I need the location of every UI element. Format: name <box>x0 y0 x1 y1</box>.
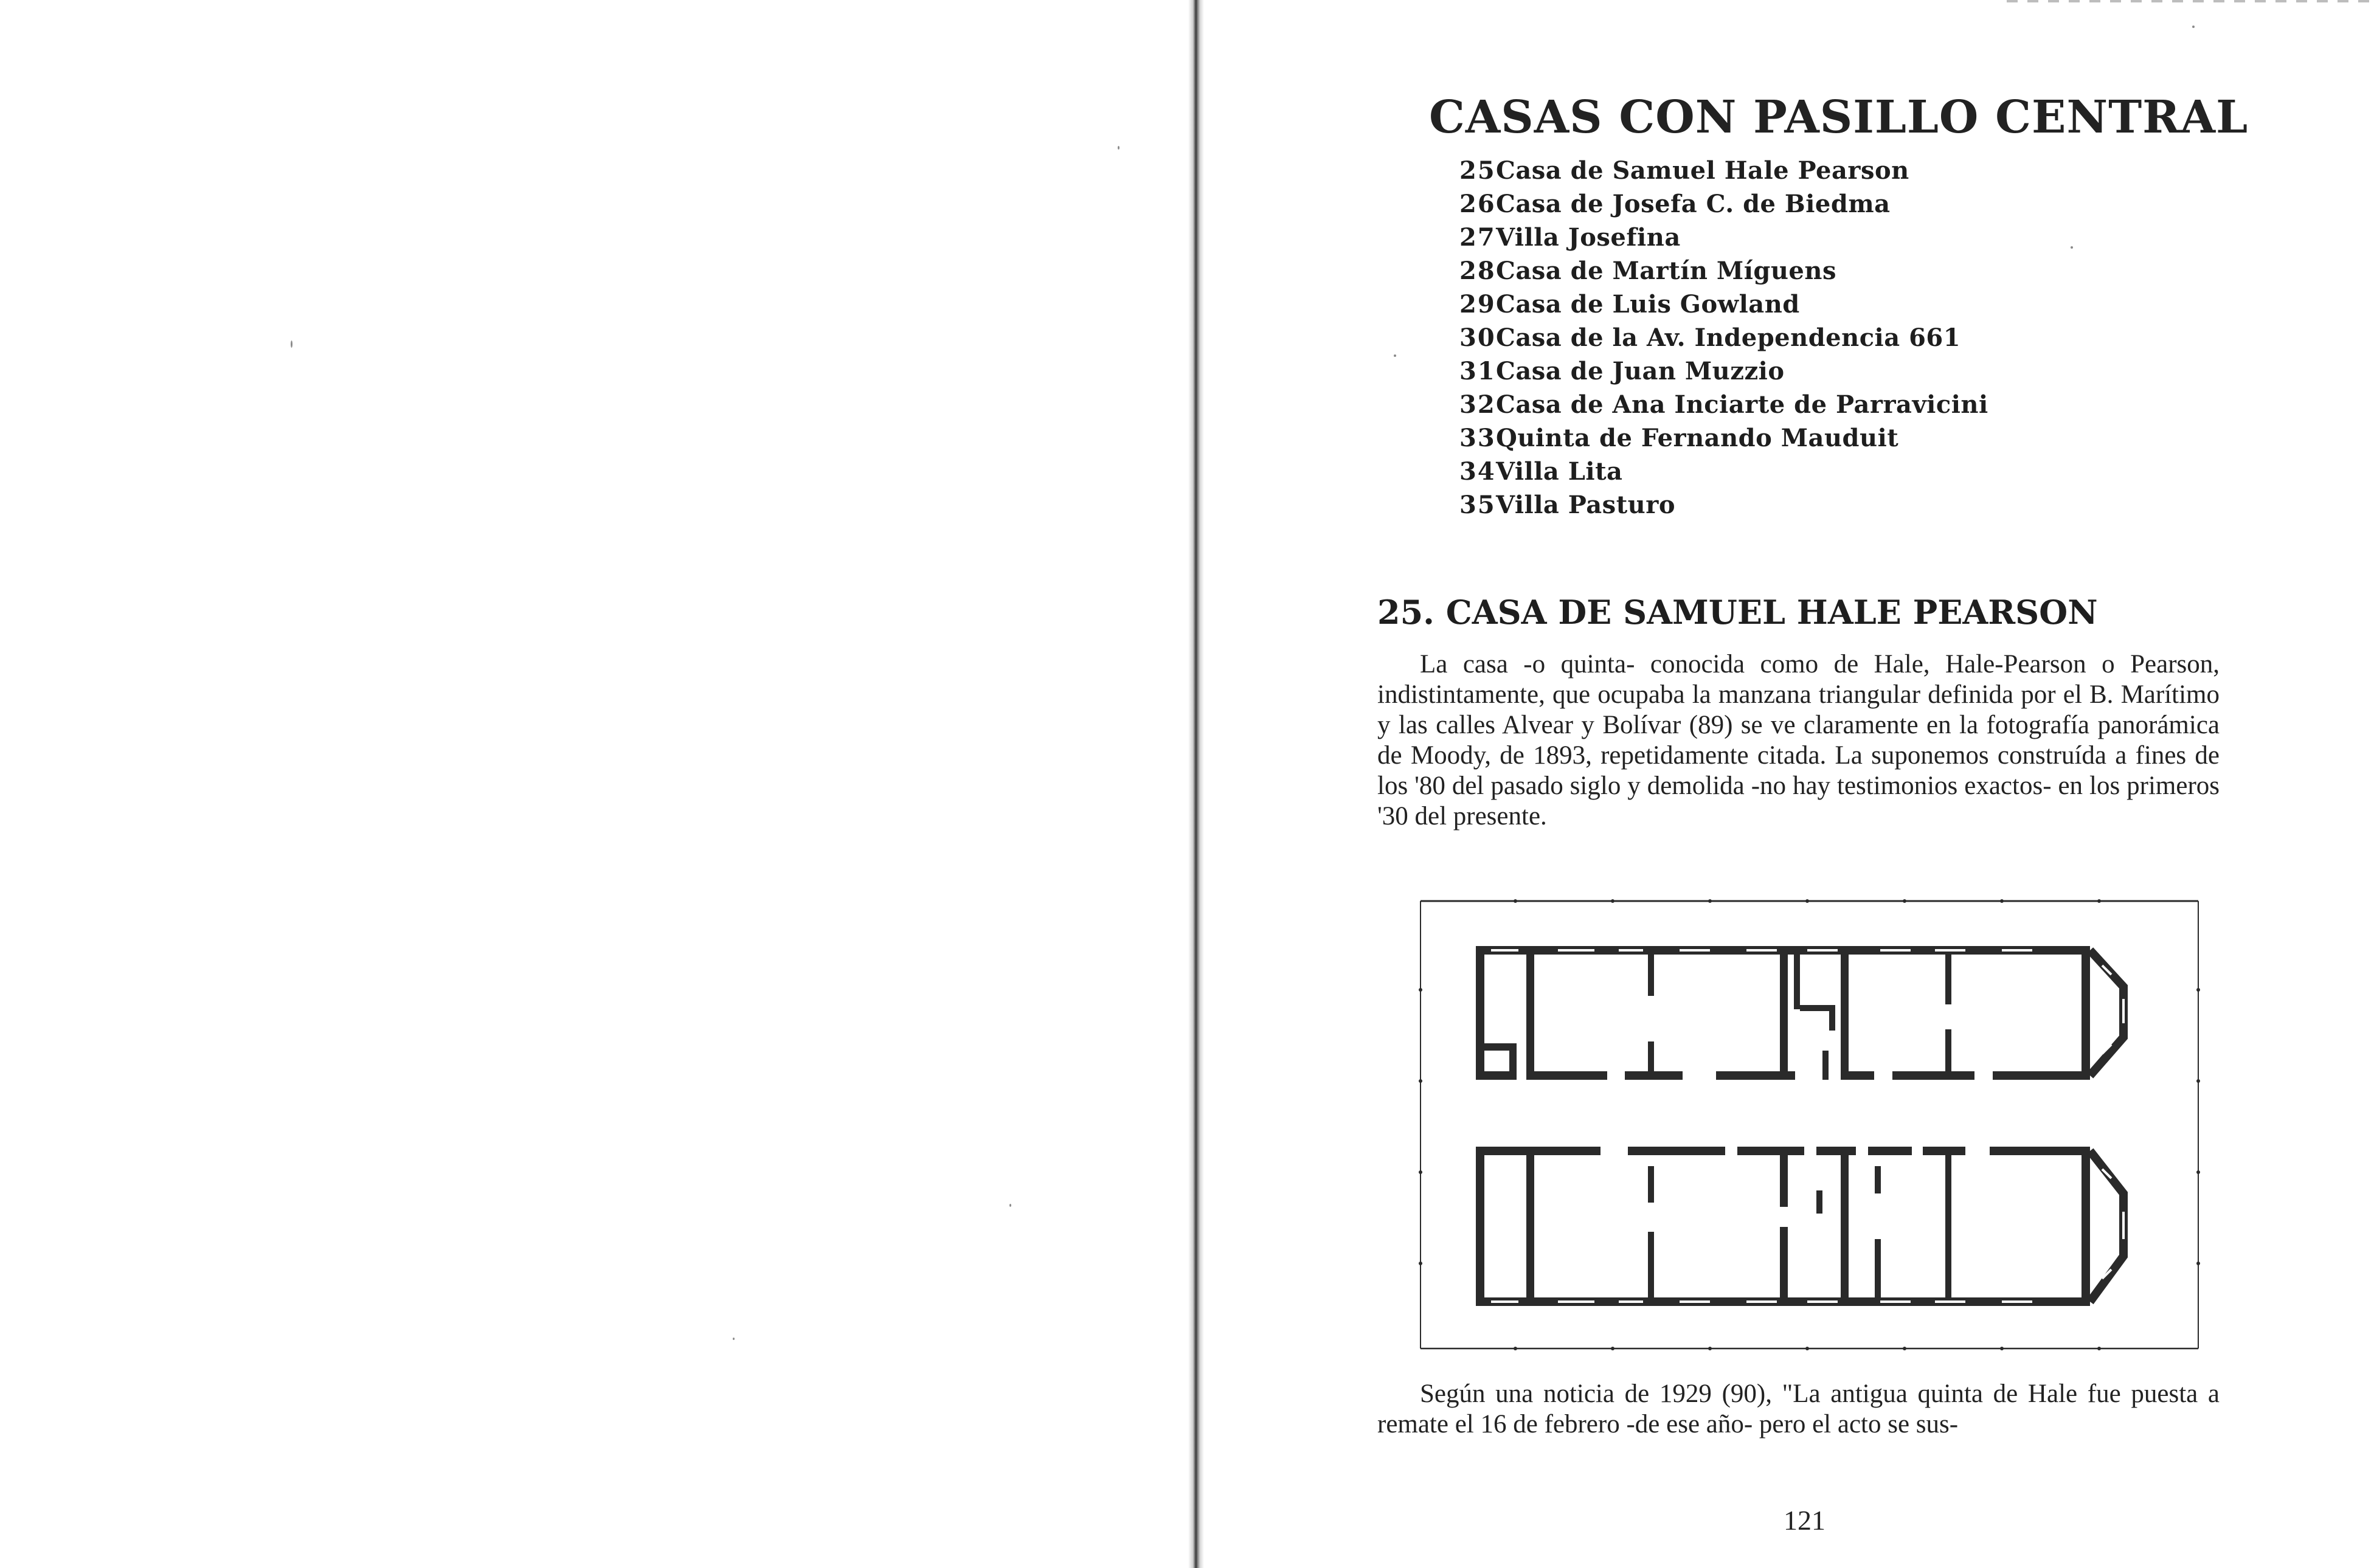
book-gutter <box>1188 0 1204 1568</box>
list-item: 34 Villa Lita <box>1459 457 1623 486</box>
list-item: 27 Villa Josefina <box>1459 223 1681 252</box>
scan-edge-noise <box>2007 0 2372 2</box>
section-title: CASAS CON PASILLO CENTRAL <box>1429 91 2249 143</box>
table-of-contents <box>1459 154 1988 522</box>
paper-speck <box>1394 354 1396 357</box>
lower-wing-walls <box>1476 1147 2090 1306</box>
floor-plan-figure <box>1418 899 2201 1352</box>
lower-wing-openings <box>1491 1169 2123 1302</box>
article-heading: 25. CASA DE SAMUEL HALE PEARSON <box>1377 593 2098 632</box>
list-item: 30 Casa de la Av. Independencia 661 <box>1459 323 1961 352</box>
paper-speck <box>2192 26 2195 28</box>
body-paragraph: Según una noticia de 1929 (90), "La antigua quinta de Hale fue puesta a remate el 16 de febrero -de ese año- pero el acto se sus- <box>1377 1380 2220 1438</box>
paper-speck <box>1009 1204 1011 1207</box>
paper-speck <box>733 1338 735 1340</box>
list-item: 32 Casa de Ana Inciarte de Parravicini <box>1459 390 1988 419</box>
body-paragraph: La casa -o quinta- conocida como de Hale, Hale-Pearson o Pearson, indistintamente, que ocupaba la manzana triangular definida por el B. Marítimo y las calles Alvear y Bolívar (89) se ve claramente en la fotografía panorámica de Moody, de 1893, repetidamente citada. La suponemos construída a fines de los '80 del pasado siglo y demolida -no hay testimonios exactos- en los primeros '30 del presente. <box>1377 650 2220 831</box>
list-item: 29 Casa de Luis Gowland <box>1459 290 1800 319</box>
list-item: 31 Casa de Juan Muzzio <box>1459 357 1785 385</box>
list-item: 28 Casa de Martín Míguens <box>1459 257 1836 285</box>
upper-wing-walls <box>1476 946 2090 1080</box>
paper-speck <box>1118 146 1120 150</box>
upper-wing-openings <box>1491 950 2123 1054</box>
list-item: 26 Casa de Josefa C. de Biedma <box>1459 190 1891 218</box>
paper-speck <box>291 340 292 348</box>
list-item: 35 Villa Pasturo <box>1459 491 1676 519</box>
paper-speck <box>2071 246 2073 249</box>
page-number: 121 <box>1784 1505 1825 1536</box>
list-item: 33 Quinta de Fernando Mauduit <box>1459 424 1899 452</box>
list-item: 25 Casa de Samuel Hale Pearson <box>1459 156 1909 185</box>
